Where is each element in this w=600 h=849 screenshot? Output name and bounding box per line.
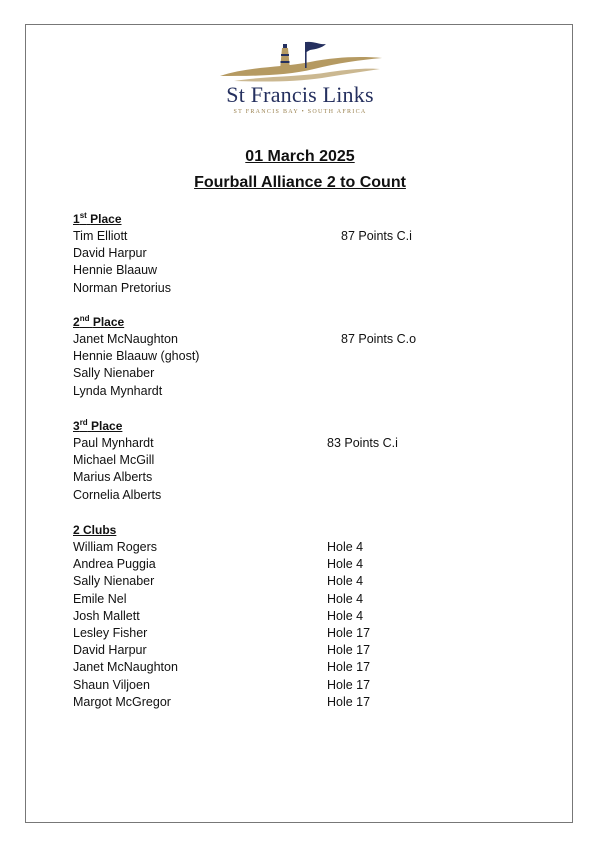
- third-place-section: [73, 418, 493, 504]
- list-item: [73, 383, 493, 400]
- player-name: Janet McNaughton: [73, 332, 178, 346]
- list-item: [73, 348, 493, 365]
- player-name: William Rogers: [73, 540, 158, 554]
- two-clubs-heading: 2 Clubs: [73, 523, 117, 537]
- list-item: [73, 245, 493, 262]
- player-name: Norman Pretorius: [73, 280, 171, 295]
- place-heading: 3rd Place: [73, 418, 123, 433]
- player-name: Shaun Viljoen: [73, 677, 150, 692]
- player-name: Lesley Fisher: [73, 625, 148, 640]
- player-name: Margot McGregor: [73, 694, 171, 709]
- hole-number: Hole 17: [327, 625, 371, 640]
- table-row: [73, 591, 493, 608]
- player-name: Hennie Blaauw (ghost): [73, 349, 200, 364]
- table-row: [73, 625, 493, 642]
- second-place-section: [73, 314, 493, 400]
- logo-name: St Francis Links: [226, 82, 374, 107]
- list-item: [73, 262, 493, 279]
- hole-number: Hole 4: [327, 540, 364, 554]
- hole-number: Hole 4: [327, 574, 364, 589]
- hole-number: Hole 4: [327, 608, 364, 623]
- hole-number: Hole 17: [327, 677, 371, 692]
- player-name: Michael McGill: [73, 453, 155, 468]
- table-row: [73, 573, 493, 590]
- hole-number: Hole 17: [327, 660, 371, 675]
- results-date: 01 March 2025: [245, 148, 355, 165]
- score: 83 Points C.i: [327, 436, 398, 450]
- place-heading: 2nd Place: [73, 314, 125, 329]
- table-row: [73, 608, 493, 625]
- club-logo: [210, 36, 390, 120]
- player-name: Sally Nienaber: [73, 574, 155, 589]
- lighthouse-flag-icon: [210, 36, 390, 84]
- player-name: Hennie Blaauw: [73, 263, 158, 278]
- list-item: [73, 331, 493, 348]
- hole-number: Hole 17: [327, 643, 371, 658]
- list-item: [73, 228, 493, 245]
- table-row: [73, 556, 493, 573]
- hole-number: Hole 4: [327, 591, 364, 606]
- player-name: Josh Mallett: [73, 608, 140, 623]
- list-item: [73, 487, 493, 504]
- logo-tagline: ST FRANCIS BAY • SOUTH AFRICA: [233, 109, 367, 115]
- competition-title: Fourball Alliance 2 to Count: [194, 174, 406, 191]
- player-name: Janet McNaughton: [73, 660, 178, 675]
- table-row: [73, 659, 493, 676]
- list-item: [73, 365, 493, 382]
- table-row: [73, 642, 493, 659]
- place-heading: 1st Place: [73, 211, 122, 226]
- list-item: [73, 435, 493, 452]
- first-place-section: [73, 211, 493, 297]
- list-item: [73, 469, 493, 486]
- score: 87 Points C.o: [341, 332, 417, 346]
- player-name: David Harpur: [73, 246, 147, 261]
- hole-number: Hole 17: [327, 694, 371, 709]
- player-name: Cornelia Alberts: [73, 487, 162, 502]
- player-name: Tim Elliott: [73, 229, 128, 243]
- player-name: David Harpur: [73, 643, 147, 658]
- list-item: [73, 452, 493, 469]
- two-clubs-section: [73, 522, 493, 711]
- table-row: [73, 694, 493, 711]
- score: 87 Points C.i: [341, 229, 412, 243]
- player-name: Marius Alberts: [73, 470, 153, 485]
- player-name: Paul Mynhardt: [73, 436, 154, 450]
- player-name: Andrea Puggia: [73, 557, 156, 572]
- player-name: Emile Nel: [73, 591, 127, 606]
- table-row: [73, 677, 493, 694]
- player-name: Lynda Mynhardt: [73, 383, 163, 398]
- hole-number: Hole 4: [327, 557, 364, 572]
- player-name: Sally Nienaber: [73, 366, 155, 381]
- list-item: [73, 280, 493, 297]
- table-row: [73, 539, 493, 556]
